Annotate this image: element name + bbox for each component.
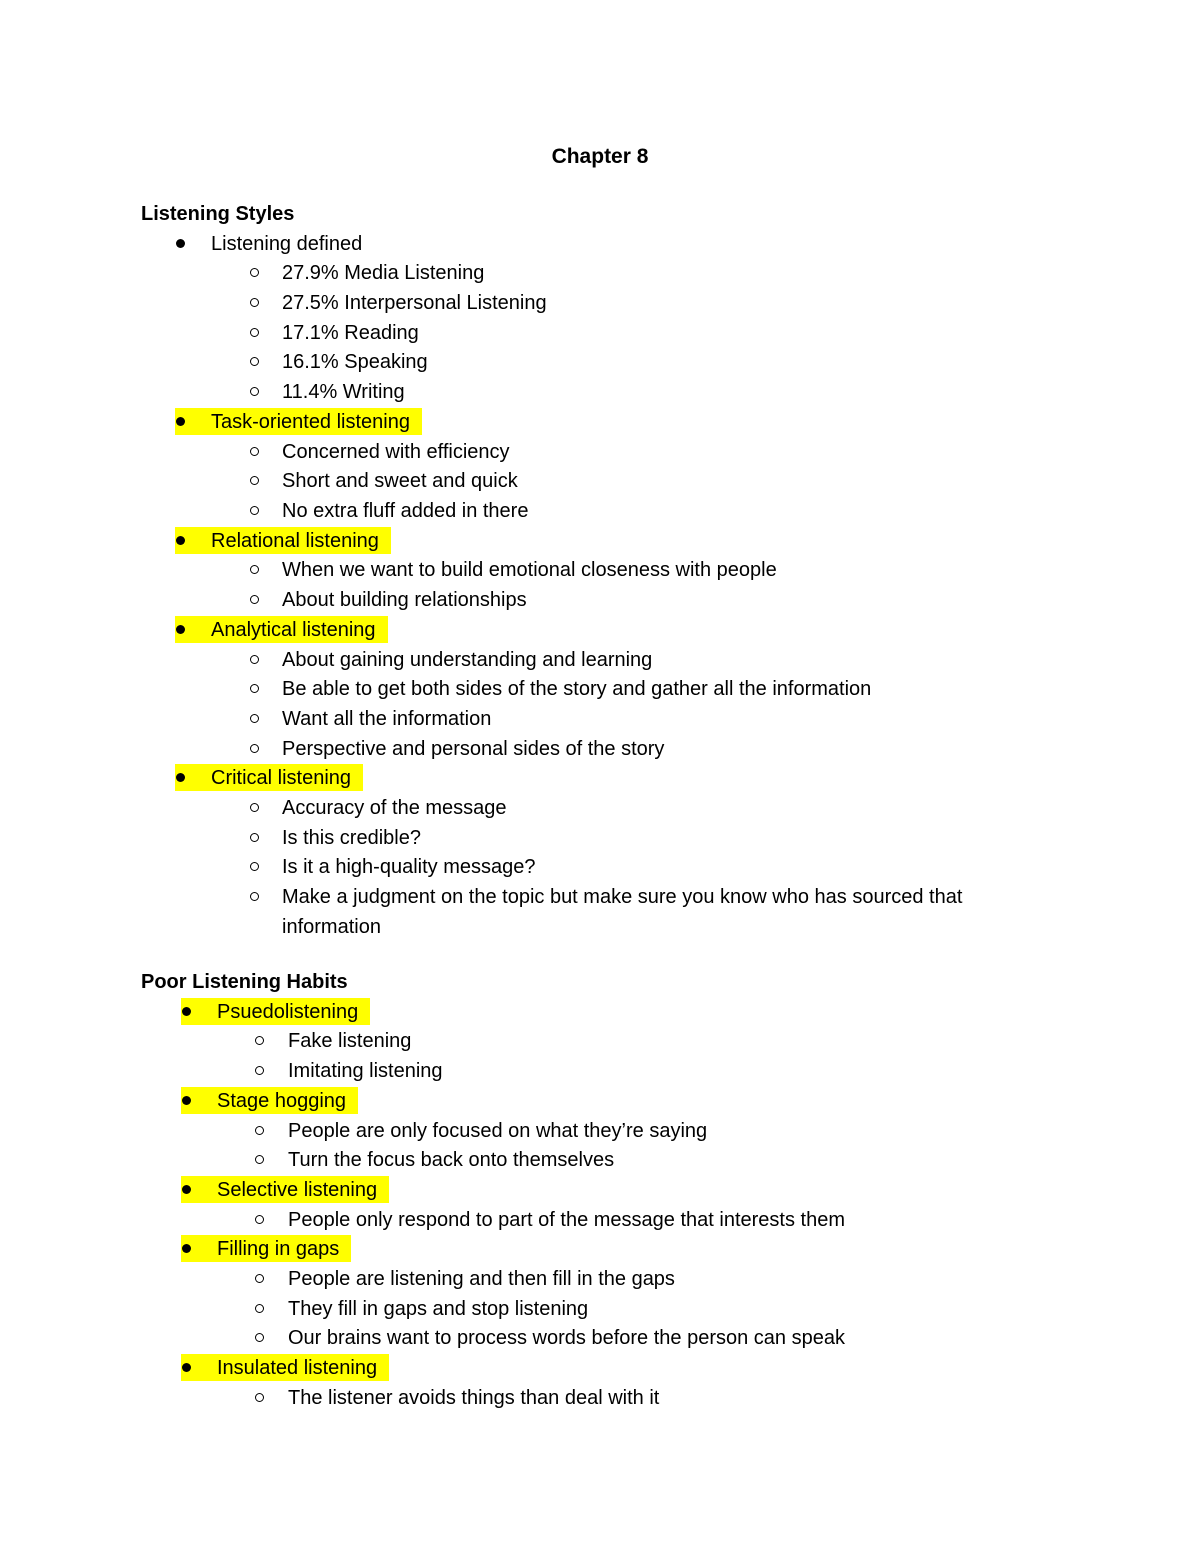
hollow-circle-icon: [255, 1066, 264, 1075]
sub-item-text: Is this credible?: [282, 827, 421, 849]
bullet-item: [0, 526, 1200, 556]
sub-item-text: Concerned with efficiency: [282, 441, 510, 463]
sub-item: [0, 674, 1200, 704]
bullet-dot-icon: [182, 1096, 191, 1105]
sub-item-text: Our brains want to process words before the person can speak: [288, 1327, 845, 1349]
bullet-label: Analytical listening: [211, 619, 376, 641]
sub-item: [0, 437, 1200, 467]
sub-item-text: 16.1% Speaking: [282, 351, 428, 373]
bullet-item: [0, 997, 1200, 1027]
sub-item-text: No extra fluff added in there: [282, 500, 529, 522]
bullet-dot-icon: [182, 1185, 191, 1194]
hollow-circle-icon: [250, 862, 259, 871]
hollow-circle-icon: [250, 655, 259, 664]
sub-item: [0, 882, 1200, 941]
sub-item-text: People only respond to part of the message that interests them: [288, 1209, 845, 1231]
sub-item-text: Is it a high-quality message?: [282, 856, 536, 878]
sub-item-text: 27.9% Media Listening: [282, 262, 485, 284]
hollow-circle-icon: [250, 714, 259, 723]
hollow-circle-icon: [250, 268, 259, 277]
bullet-dot-icon: [176, 417, 185, 426]
bullet-label: Listening defined: [211, 233, 363, 255]
section-heading: Listening Styles: [141, 203, 295, 225]
hollow-circle-icon: [255, 1333, 264, 1342]
bullet-label: Selective listening: [217, 1179, 378, 1201]
hollow-circle-icon: [250, 595, 259, 604]
sub-item-text: 11.4% Writing: [282, 381, 405, 403]
sub-item: [0, 793, 1200, 823]
sub-item: [0, 288, 1200, 318]
sub-item: [0, 1323, 1200, 1353]
hollow-circle-icon: [250, 506, 259, 515]
bullet-item: [0, 229, 1200, 259]
sub-item-text: Fake listening: [288, 1030, 412, 1052]
sub-item: [0, 585, 1200, 615]
sub-item: [0, 258, 1200, 288]
sub-item: [0, 318, 1200, 348]
bullet-dot-icon: [182, 1007, 191, 1016]
hollow-circle-icon: [255, 1036, 264, 1045]
hollow-circle-icon: [250, 387, 259, 396]
hollow-circle-icon: [250, 892, 259, 901]
sub-item: [0, 1026, 1200, 1056]
bullet-label: Psuedolistening: [217, 1001, 359, 1023]
bullet-item: [0, 1175, 1200, 1205]
hollow-circle-icon: [250, 476, 259, 485]
sub-item-text: Imitating listening: [288, 1060, 443, 1082]
bullet-item: [0, 1086, 1200, 1116]
sub-item: [0, 1116, 1200, 1146]
sub-item-text: Make a judgment on the topic but make sure you know who has sourced that information: [282, 886, 963, 938]
hollow-circle-icon: [250, 803, 259, 812]
sub-item: [0, 1205, 1200, 1235]
bullet-dot-icon: [182, 1363, 191, 1372]
bullet-label: Stage hogging: [217, 1090, 347, 1112]
bullet-label: Filling in gaps: [217, 1238, 340, 1260]
section-heading: Poor Listening Habits: [141, 971, 348, 993]
bullet-label: Critical listening: [211, 767, 352, 789]
hollow-circle-icon: [250, 565, 259, 574]
sub-item-text: About gaining understanding and learning: [282, 649, 653, 671]
sub-item-text: People are listening and then fill in the gaps: [288, 1268, 675, 1290]
bullet-dot-icon: [176, 625, 185, 634]
hollow-circle-icon: [250, 447, 259, 456]
hollow-circle-icon: [250, 684, 259, 693]
hollow-circle-icon: [250, 833, 259, 842]
sub-item-text: Short and sweet and quick: [282, 470, 518, 492]
sub-item: [0, 496, 1200, 526]
hollow-circle-icon: [255, 1126, 264, 1135]
sub-item: [0, 1264, 1200, 1294]
hollow-circle-icon: [250, 357, 259, 366]
bullet-item: [0, 407, 1200, 437]
sub-item: [0, 704, 1200, 734]
sub-item-text: People are only focused on what they’re saying: [288, 1120, 708, 1142]
page-title: Chapter 8: [551, 145, 649, 168]
sub-item: [0, 466, 1200, 496]
sub-item: [0, 1145, 1200, 1175]
bullet-label: Task-oriented listening: [211, 411, 410, 433]
sub-item-text: Accuracy of the message: [282, 797, 507, 819]
sub-item: [0, 347, 1200, 377]
sub-item: [0, 1383, 1200, 1413]
bullet-item: [0, 763, 1200, 793]
bullet-dot-icon: [176, 239, 185, 248]
hollow-circle-icon: [250, 744, 259, 753]
sub-item-text: When we want to build emotional closeness with people: [282, 559, 777, 581]
sub-item: [0, 645, 1200, 675]
bullet-dot-icon: [176, 536, 185, 545]
sub-item-text: Perspective and personal sides of the story: [282, 738, 665, 760]
hollow-circle-icon: [250, 328, 259, 337]
hollow-circle-icon: [255, 1215, 264, 1224]
sub-item: [0, 1056, 1200, 1086]
hollow-circle-icon: [255, 1304, 264, 1313]
sub-item-text: Turn the focus back onto themselves: [288, 1149, 615, 1171]
bullet-item: [0, 1234, 1200, 1264]
hollow-circle-icon: [250, 298, 259, 307]
bullet-dot-icon: [176, 773, 185, 782]
sub-item-text: 17.1% Reading: [282, 322, 419, 344]
sub-item-text: About building relationships: [282, 589, 527, 611]
sub-item: [0, 1294, 1200, 1324]
bullet-dot-icon: [182, 1244, 191, 1253]
bullet-item: [0, 1353, 1200, 1383]
hollow-circle-icon: [255, 1155, 264, 1164]
bullet-label: Relational listening: [211, 530, 379, 552]
sub-item-text: The listener avoids things than deal with it: [288, 1387, 660, 1409]
sub-item-text: 27.5% Interpersonal Listening: [282, 292, 547, 314]
hollow-circle-icon: [255, 1393, 264, 1402]
sub-item: [0, 555, 1200, 585]
sub-item-text: Be able to get both sides of the story and gather all the information: [282, 678, 872, 700]
sub-item: [0, 377, 1200, 407]
sub-item-text: Want all the information: [282, 708, 492, 730]
sub-item: [0, 852, 1200, 882]
sub-item: [0, 734, 1200, 764]
sub-item: [0, 823, 1200, 853]
bullet-item: [0, 615, 1200, 645]
bullet-label: Insulated listening: [217, 1357, 378, 1379]
sub-item-text: They fill in gaps and stop listening: [288, 1298, 589, 1320]
hollow-circle-icon: [255, 1274, 264, 1283]
